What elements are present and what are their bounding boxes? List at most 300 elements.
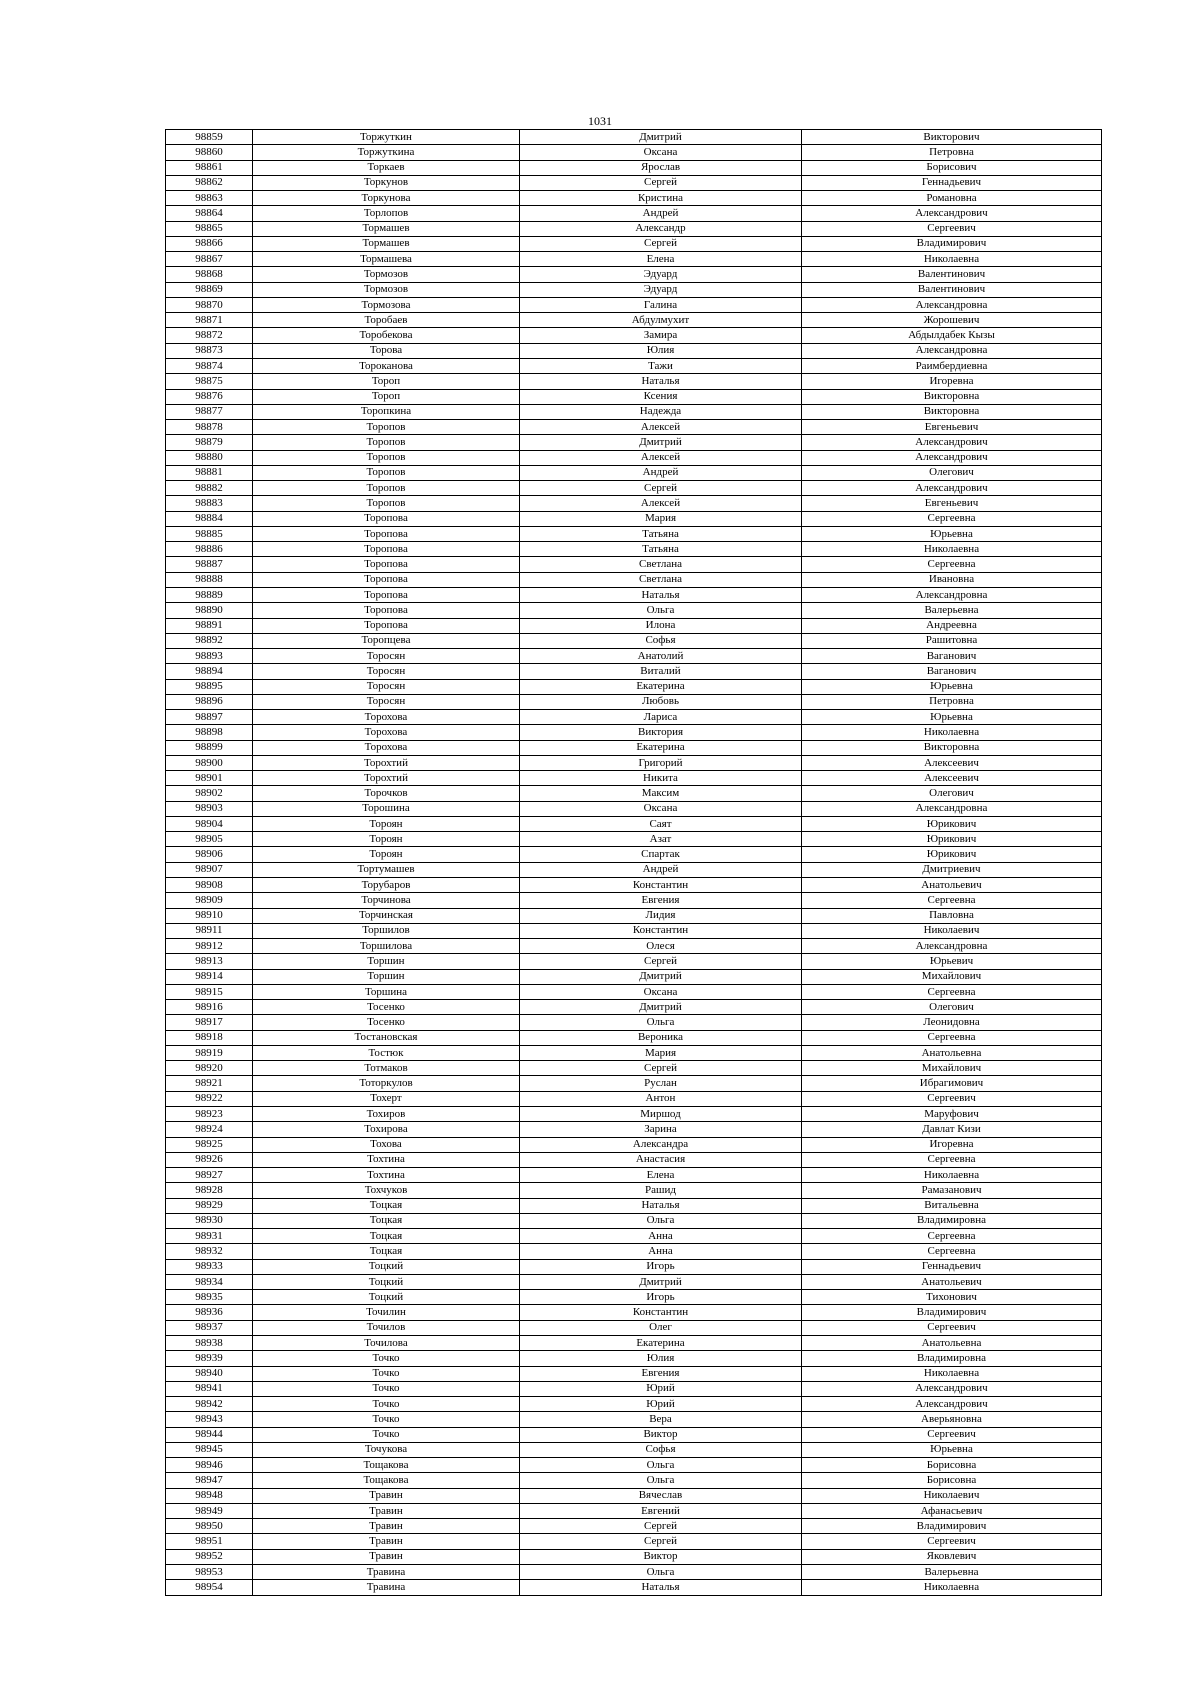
record-number-cell: 98924 xyxy=(166,1122,253,1137)
record-number-cell: 98898 xyxy=(166,725,253,740)
record-number-cell: 98878 xyxy=(166,420,253,435)
record-number-cell: 98945 xyxy=(166,1442,253,1457)
patronymic-cell: Борисовна xyxy=(802,1458,1102,1473)
record-number-cell: 98902 xyxy=(166,786,253,801)
patronymic-cell: Сергеевич xyxy=(802,1534,1102,1549)
patronymic-cell: Аверьяновна xyxy=(802,1412,1102,1427)
record-number-cell: 98921 xyxy=(166,1076,253,1091)
record-number-cell: 98863 xyxy=(166,191,253,206)
table-row xyxy=(166,481,1102,496)
record-number-cell: 98860 xyxy=(166,145,253,160)
record-number-cell: 98940 xyxy=(166,1366,253,1381)
record-number-cell: 98864 xyxy=(166,206,253,221)
record-number-cell: 98939 xyxy=(166,1351,253,1366)
table-row xyxy=(166,1397,1102,1412)
last-name-cell: Торопова xyxy=(253,572,520,587)
patronymic-cell: Юрьевна xyxy=(802,526,1102,541)
patronymic-cell: Николаевна xyxy=(802,252,1102,267)
last-name-cell: Точко xyxy=(253,1427,520,1442)
last-name-cell: Торопова xyxy=(253,526,520,541)
patronymic-cell: Николаевич xyxy=(802,923,1102,938)
patronymic-cell: Сергеевич xyxy=(802,1091,1102,1106)
last-name-cell: Торопов xyxy=(253,465,520,480)
table-row xyxy=(166,343,1102,358)
last-name-cell: Торжуткин xyxy=(253,130,520,145)
last-name-cell: Точилов xyxy=(253,1320,520,1335)
last-name-cell: Тортумашев xyxy=(253,862,520,877)
record-number-cell: 98875 xyxy=(166,374,253,389)
patronymic-cell: Рамазанович xyxy=(802,1183,1102,1198)
patronymic-cell: Сергеевна xyxy=(802,557,1102,572)
last-name-cell: Тороканова xyxy=(253,358,520,373)
table-row xyxy=(166,1137,1102,1152)
record-number-cell: 98890 xyxy=(166,603,253,618)
record-number-cell: 98931 xyxy=(166,1229,253,1244)
record-number-cell: 98871 xyxy=(166,313,253,328)
last-name-cell: Тохчуков xyxy=(253,1183,520,1198)
last-name-cell: Торохтий xyxy=(253,755,520,770)
patronymic-cell: Михайлович xyxy=(802,969,1102,984)
patronymic-cell: Сергеевна xyxy=(802,1229,1102,1244)
first-name-cell: Наталья xyxy=(520,1580,802,1595)
record-number-cell: 98869 xyxy=(166,282,253,297)
first-name-cell: Кристина xyxy=(520,191,802,206)
table-row xyxy=(166,1580,1102,1595)
table-row xyxy=(166,847,1102,862)
first-name-cell: Григорий xyxy=(520,755,802,770)
last-name-cell: Торкунова xyxy=(253,191,520,206)
record-number-cell: 98911 xyxy=(166,923,253,938)
table-row xyxy=(166,1305,1102,1320)
patronymic-cell: Анатольевич xyxy=(802,1274,1102,1289)
first-name-cell: Любовь xyxy=(520,694,802,709)
last-name-cell: Торобекова xyxy=(253,328,520,343)
patronymic-cell: Николаевна xyxy=(802,1366,1102,1381)
table-row xyxy=(166,526,1102,541)
patronymic-cell: Михайлович xyxy=(802,1061,1102,1076)
table-row xyxy=(166,313,1102,328)
last-name-cell: Тороян xyxy=(253,832,520,847)
table-row xyxy=(166,420,1102,435)
table-row xyxy=(166,1015,1102,1030)
last-name-cell: Тохтина xyxy=(253,1168,520,1183)
last-name-cell: Торопов xyxy=(253,496,520,511)
record-number-cell: 98879 xyxy=(166,435,253,450)
first-name-cell: Евгений xyxy=(520,1503,802,1518)
patronymic-cell: Николаевич xyxy=(802,1488,1102,1503)
table-row xyxy=(166,939,1102,954)
record-number-cell: 98872 xyxy=(166,328,253,343)
page-number: 1031 xyxy=(588,114,612,128)
patronymic-cell: Юрьевна xyxy=(802,1442,1102,1457)
record-number-cell: 98952 xyxy=(166,1549,253,1564)
first-name-cell: Галина xyxy=(520,297,802,312)
first-name-cell: Сергей xyxy=(520,175,802,190)
record-number-cell: 98886 xyxy=(166,542,253,557)
table-row xyxy=(166,1549,1102,1564)
first-name-cell: Ольга xyxy=(520,1564,802,1579)
table-row xyxy=(166,1381,1102,1396)
patronymic-cell: Александровна xyxy=(802,343,1102,358)
first-name-cell: Юлия xyxy=(520,1351,802,1366)
record-number-cell: 98904 xyxy=(166,816,253,831)
first-name-cell: Дмитрий xyxy=(520,130,802,145)
first-name-cell: Сергей xyxy=(520,1519,802,1534)
table-row xyxy=(166,130,1102,145)
patronymic-cell: Ивановна xyxy=(802,572,1102,587)
last-name-cell: Торопова xyxy=(253,587,520,602)
patronymic-cell: Юрьевна xyxy=(802,710,1102,725)
first-name-cell: Алексей xyxy=(520,496,802,511)
last-name-cell: Тоцкая xyxy=(253,1244,520,1259)
record-number-cell: 98859 xyxy=(166,130,253,145)
last-name-cell: Тороян xyxy=(253,816,520,831)
first-name-cell: Константин xyxy=(520,923,802,938)
record-number-cell: 98918 xyxy=(166,1030,253,1045)
last-name-cell: Тохова xyxy=(253,1137,520,1152)
last-name-cell: Точилин xyxy=(253,1305,520,1320)
last-name-cell: Торобаев xyxy=(253,313,520,328)
patronymic-cell: Владимирович xyxy=(802,1305,1102,1320)
patronymic-cell: Александровна xyxy=(802,939,1102,954)
patronymic-cell: Раимбердиевна xyxy=(802,358,1102,373)
record-number-cell: 98913 xyxy=(166,954,253,969)
patronymic-cell: Сергеевна xyxy=(802,893,1102,908)
patronymic-cell: Викторович xyxy=(802,130,1102,145)
last-name-cell: Торжуткина xyxy=(253,145,520,160)
table-row xyxy=(166,1458,1102,1473)
table-row xyxy=(166,1320,1102,1335)
first-name-cell: Зарина xyxy=(520,1122,802,1137)
record-number-cell: 98894 xyxy=(166,664,253,679)
first-name-cell: Татьяна xyxy=(520,542,802,557)
record-number-cell: 98908 xyxy=(166,878,253,893)
first-name-cell: Эдуард xyxy=(520,282,802,297)
last-name-cell: Торчинская xyxy=(253,908,520,923)
patronymic-cell: Александрович xyxy=(802,450,1102,465)
table-row xyxy=(166,1534,1102,1549)
record-number-cell: 98954 xyxy=(166,1580,253,1595)
last-name-cell: Тохтина xyxy=(253,1152,520,1167)
patronymic-cell: Юрьевна xyxy=(802,679,1102,694)
patronymic-cell: Владимировна xyxy=(802,1213,1102,1228)
table-row xyxy=(166,710,1102,725)
record-number-cell: 98901 xyxy=(166,771,253,786)
record-number-cell: 98877 xyxy=(166,404,253,419)
first-name-cell: Светлана xyxy=(520,557,802,572)
record-number-cell: 98910 xyxy=(166,908,253,923)
last-name-cell: Торова xyxy=(253,343,520,358)
table-row xyxy=(166,1229,1102,1244)
last-name-cell: Тощакова xyxy=(253,1473,520,1488)
first-name-cell: Саят xyxy=(520,816,802,831)
last-name-cell: Точко xyxy=(253,1366,520,1381)
record-number-cell: 98888 xyxy=(166,572,253,587)
patronymic-cell: Петровна xyxy=(802,145,1102,160)
record-number-cell: 98876 xyxy=(166,389,253,404)
record-number-cell: 98897 xyxy=(166,710,253,725)
table-row xyxy=(166,786,1102,801)
first-name-cell: Юлия xyxy=(520,343,802,358)
first-name-cell: Вячеслав xyxy=(520,1488,802,1503)
first-name-cell: Сергей xyxy=(520,236,802,251)
record-number-cell: 98922 xyxy=(166,1091,253,1106)
first-name-cell: Миршод xyxy=(520,1107,802,1122)
patronymic-cell: Сергеевна xyxy=(802,1030,1102,1045)
patronymic-cell: Игоревна xyxy=(802,1137,1102,1152)
table-row xyxy=(166,511,1102,526)
patronymic-cell: Александрович xyxy=(802,481,1102,496)
patronymic-cell: Павловна xyxy=(802,908,1102,923)
table-row xyxy=(166,1030,1102,1045)
last-name-cell: Торосян xyxy=(253,664,520,679)
patronymic-cell: Ваганович xyxy=(802,649,1102,664)
patronymic-cell: Витальевна xyxy=(802,1198,1102,1213)
patronymic-cell: Борисович xyxy=(802,160,1102,175)
record-number-cell: 98915 xyxy=(166,984,253,999)
first-name-cell: Тажи xyxy=(520,358,802,373)
table-row xyxy=(166,1244,1102,1259)
first-name-cell: Игорь xyxy=(520,1290,802,1305)
table-row xyxy=(166,1366,1102,1381)
first-name-cell: Елена xyxy=(520,1168,802,1183)
patronymic-cell: Владимирович xyxy=(802,1519,1102,1534)
record-number-cell: 98936 xyxy=(166,1305,253,1320)
record-number-cell: 98932 xyxy=(166,1244,253,1259)
record-number-cell: 98895 xyxy=(166,679,253,694)
patronymic-cell: Николаевна xyxy=(802,725,1102,740)
table-row xyxy=(166,1564,1102,1579)
last-name-cell: Торлопов xyxy=(253,206,520,221)
record-number-cell: 98899 xyxy=(166,740,253,755)
table-row xyxy=(166,1473,1102,1488)
patronymic-cell: Леонидовна xyxy=(802,1015,1102,1030)
first-name-cell: Андрей xyxy=(520,206,802,221)
first-name-cell: Софья xyxy=(520,633,802,648)
table-row xyxy=(166,282,1102,297)
record-number-cell: 98927 xyxy=(166,1168,253,1183)
patronymic-cell: Алексеевич xyxy=(802,771,1102,786)
first-name-cell: Екатерина xyxy=(520,1335,802,1350)
last-name-cell: Торочков xyxy=(253,786,520,801)
table-row xyxy=(166,771,1102,786)
patronymic-cell: Маруфович xyxy=(802,1107,1102,1122)
last-name-cell: Торохтий xyxy=(253,771,520,786)
last-name-cell: Тороп xyxy=(253,374,520,389)
record-number-cell: 98929 xyxy=(166,1198,253,1213)
table-row xyxy=(166,1259,1102,1274)
last-name-cell: Тостюк xyxy=(253,1045,520,1060)
last-name-cell: Тоцкий xyxy=(253,1290,520,1305)
table-row xyxy=(166,1427,1102,1442)
last-name-cell: Торохова xyxy=(253,710,520,725)
patronymic-cell: Владимировна xyxy=(802,1351,1102,1366)
record-number-cell: 98880 xyxy=(166,450,253,465)
record-number-cell: 98917 xyxy=(166,1015,253,1030)
table-row xyxy=(166,297,1102,312)
record-number-cell: 98868 xyxy=(166,267,253,282)
first-name-cell: Мария xyxy=(520,1045,802,1060)
patronymic-cell: Александрович xyxy=(802,435,1102,450)
table-row xyxy=(166,1335,1102,1350)
patronymic-cell: Петровна xyxy=(802,694,1102,709)
table-row xyxy=(166,908,1102,923)
patronymic-cell: Юрикович xyxy=(802,847,1102,862)
last-name-cell: Торошина xyxy=(253,801,520,816)
registry-table xyxy=(165,129,1102,1596)
table-row xyxy=(166,145,1102,160)
patronymic-cell: Александровна xyxy=(802,587,1102,602)
first-name-cell: Виктор xyxy=(520,1427,802,1442)
patronymic-cell: Юрикович xyxy=(802,816,1102,831)
last-name-cell: Тостановская xyxy=(253,1030,520,1045)
record-number-cell: 98926 xyxy=(166,1152,253,1167)
first-name-cell: Анастасия xyxy=(520,1152,802,1167)
patronymic-cell: Валентинович xyxy=(802,267,1102,282)
record-number-cell: 98937 xyxy=(166,1320,253,1335)
first-name-cell: Анатолий xyxy=(520,649,802,664)
table-row xyxy=(166,1076,1102,1091)
last-name-cell: Торопов xyxy=(253,450,520,465)
table-row xyxy=(166,954,1102,969)
first-name-cell: Илона xyxy=(520,618,802,633)
last-name-cell: Торкунов xyxy=(253,175,520,190)
patronymic-cell: Анатольевна xyxy=(802,1045,1102,1060)
last-name-cell: Торосян xyxy=(253,694,520,709)
record-number-cell: 98909 xyxy=(166,893,253,908)
first-name-cell: Алексей xyxy=(520,450,802,465)
patronymic-cell: Яковлевич xyxy=(802,1549,1102,1564)
record-number-cell: 98942 xyxy=(166,1397,253,1412)
record-number-cell: 98948 xyxy=(166,1488,253,1503)
patronymic-cell: Николаевна xyxy=(802,542,1102,557)
table-row xyxy=(166,969,1102,984)
first-name-cell: Александр xyxy=(520,221,802,236)
last-name-cell: Торопов xyxy=(253,420,520,435)
record-number-cell: 98873 xyxy=(166,343,253,358)
first-name-cell: Софья xyxy=(520,1442,802,1457)
table-row xyxy=(166,603,1102,618)
last-name-cell: Торчинова xyxy=(253,893,520,908)
table-row xyxy=(166,404,1102,419)
table-row xyxy=(166,450,1102,465)
first-name-cell: Виктор xyxy=(520,1549,802,1564)
first-name-cell: Ольга xyxy=(520,1473,802,1488)
first-name-cell: Юрий xyxy=(520,1381,802,1396)
record-number-cell: 98947 xyxy=(166,1473,253,1488)
table-row xyxy=(166,1152,1102,1167)
patronymic-cell: Романовна xyxy=(802,191,1102,206)
record-number-cell: 98866 xyxy=(166,236,253,251)
record-number-cell: 98896 xyxy=(166,694,253,709)
patronymic-cell: Геннадьевич xyxy=(802,1259,1102,1274)
record-number-cell: 98944 xyxy=(166,1427,253,1442)
patronymic-cell: Сергеевич xyxy=(802,221,1102,236)
patronymic-cell: Юрьевич xyxy=(802,954,1102,969)
record-number-cell: 98882 xyxy=(166,481,253,496)
patronymic-cell: Дмитриевич xyxy=(802,862,1102,877)
last-name-cell: Тоторкулов xyxy=(253,1076,520,1091)
last-name-cell: Тоцкая xyxy=(253,1229,520,1244)
patronymic-cell: Евгеньевич xyxy=(802,496,1102,511)
first-name-cell: Олеся xyxy=(520,939,802,954)
table-row xyxy=(166,267,1102,282)
patronymic-cell: Андреевна xyxy=(802,618,1102,633)
record-number-cell: 98861 xyxy=(166,160,253,175)
last-name-cell: Торшин xyxy=(253,969,520,984)
table-row xyxy=(166,816,1102,831)
last-name-cell: Торохова xyxy=(253,740,520,755)
last-name-cell: Тохирова xyxy=(253,1122,520,1137)
table-row xyxy=(166,725,1102,740)
last-name-cell: Торопова xyxy=(253,618,520,633)
last-name-cell: Торопова xyxy=(253,542,520,557)
record-number-cell: 98862 xyxy=(166,175,253,190)
last-name-cell: Тоцкий xyxy=(253,1274,520,1289)
last-name-cell: Торшина xyxy=(253,984,520,999)
record-number-cell: 98900 xyxy=(166,755,253,770)
patronymic-cell: Анатольевич xyxy=(802,878,1102,893)
record-number-cell: 98893 xyxy=(166,649,253,664)
record-number-cell: 98953 xyxy=(166,1564,253,1579)
patronymic-cell: Викторовна xyxy=(802,389,1102,404)
last-name-cell: Торопова xyxy=(253,557,520,572)
last-name-cell: Травин xyxy=(253,1488,520,1503)
last-name-cell: Торкаев xyxy=(253,160,520,175)
table-row xyxy=(166,679,1102,694)
first-name-cell: Екатерина xyxy=(520,679,802,694)
record-number-cell: 98934 xyxy=(166,1274,253,1289)
record-number-cell: 98938 xyxy=(166,1335,253,1350)
first-name-cell: Алексей xyxy=(520,420,802,435)
first-name-cell: Андрей xyxy=(520,465,802,480)
first-name-cell: Наталья xyxy=(520,1198,802,1213)
table-row xyxy=(166,649,1102,664)
patronymic-cell: Владимирович xyxy=(802,236,1102,251)
patronymic-cell: Александрович xyxy=(802,206,1102,221)
last-name-cell: Травин xyxy=(253,1503,520,1518)
last-name-cell: Травин xyxy=(253,1549,520,1564)
record-number-cell: 98951 xyxy=(166,1534,253,1549)
last-name-cell: Травина xyxy=(253,1580,520,1595)
table-row xyxy=(166,755,1102,770)
last-name-cell: Тоцкая xyxy=(253,1213,520,1228)
patronymic-cell: Викторовна xyxy=(802,404,1102,419)
last-name-cell: Торопкина xyxy=(253,404,520,419)
last-name-cell: Точко xyxy=(253,1381,520,1396)
table-row xyxy=(166,694,1102,709)
record-number-cell: 98946 xyxy=(166,1458,253,1473)
last-name-cell: Травин xyxy=(253,1534,520,1549)
record-number-cell: 98883 xyxy=(166,496,253,511)
first-name-cell: Константин xyxy=(520,878,802,893)
table-row xyxy=(166,1290,1102,1305)
first-name-cell: Надежда xyxy=(520,404,802,419)
last-name-cell: Травина xyxy=(253,1564,520,1579)
first-name-cell: Дмитрий xyxy=(520,1000,802,1015)
table-row xyxy=(166,587,1102,602)
record-number-cell: 98920 xyxy=(166,1061,253,1076)
table-row xyxy=(166,1213,1102,1228)
table-row xyxy=(166,618,1102,633)
first-name-cell: Наталья xyxy=(520,587,802,602)
record-number-cell: 98870 xyxy=(166,297,253,312)
table-row xyxy=(166,389,1102,404)
last-name-cell: Тормозов xyxy=(253,267,520,282)
last-name-cell: Тосенко xyxy=(253,1000,520,1015)
table-row xyxy=(166,984,1102,999)
record-number-cell: 98950 xyxy=(166,1519,253,1534)
